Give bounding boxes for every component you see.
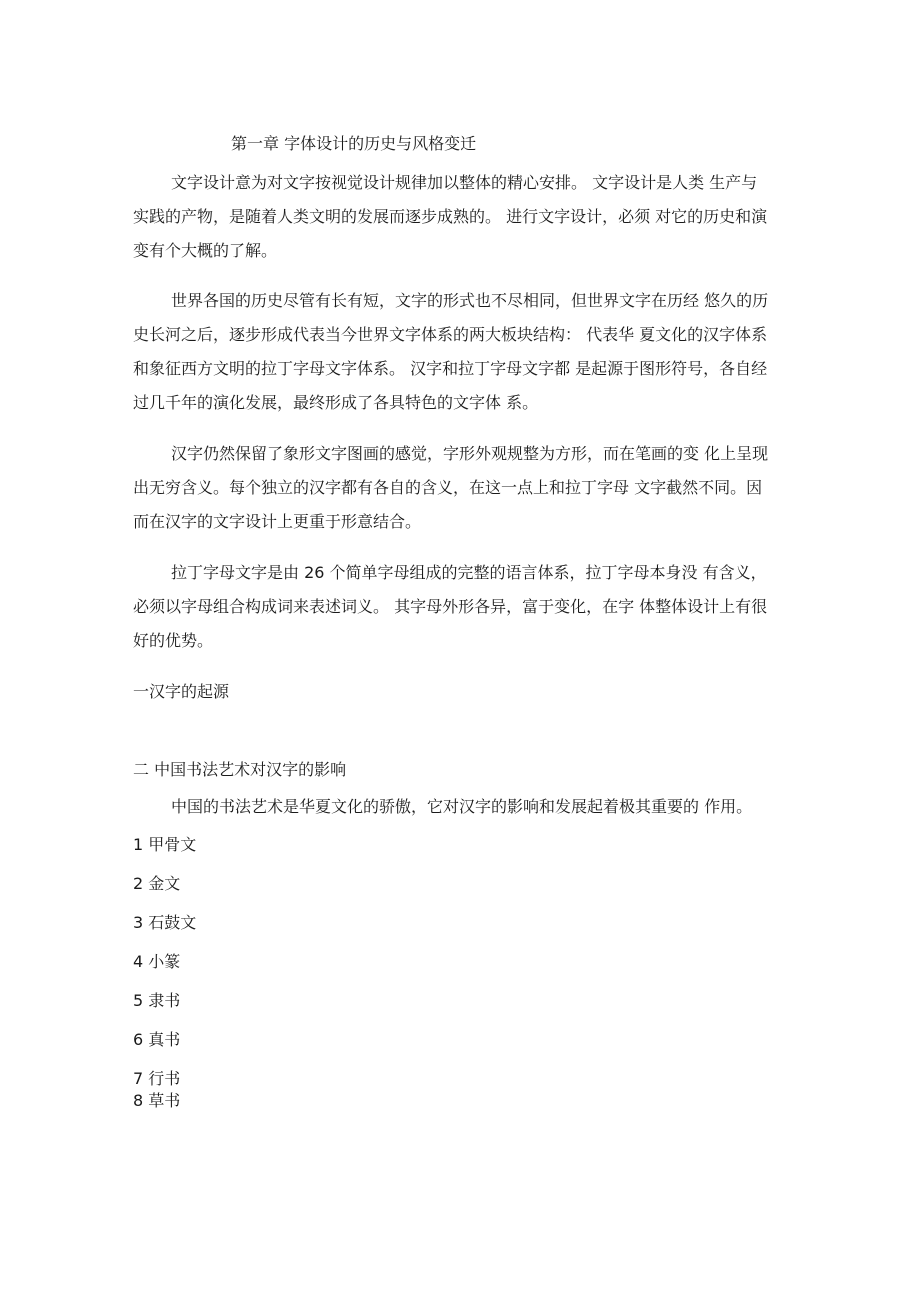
script-style-list	[133, 834, 196, 1129]
paragraph-3	[133, 437, 789, 539]
list-item: 7 行书	[133, 1069, 181, 1088]
paragraph-line: 必须以字母组合构成词来表述词义。 其字母外形各异，富于变化，在字 体整体设计上有很	[133, 597, 768, 616]
list-item: 6 真书	[133, 1030, 181, 1049]
paragraph-calligraphy	[133, 790, 789, 824]
paragraph-line: 实践的产物，是随着人类文明的发展而逐步成熟的。 进行文字设计，必须 对它的历史和演	[133, 207, 768, 226]
section-heading-origin: 一汉字的起源	[133, 682, 230, 701]
paragraph-2	[133, 284, 789, 420]
paragraph-line: 汉字仍然保留了象形文字图画的感觉，字形外观规整为方形，而在笔画的变 化上呈现	[171, 444, 769, 463]
list-item: 8 草书	[133, 1091, 181, 1110]
list-item: 4 小篆	[133, 952, 181, 971]
paragraph-line: 好的优势。	[133, 631, 214, 650]
paragraph-line: 史长河之后，逐步形成代表当今世界文字体系的两大板块结构： 代表华 夏文化的汉字体系	[133, 325, 768, 344]
paragraph-line: 出无穷含义。每个独立的汉字都有各自的含义，在这一点上和拉丁字母 文字截然不同。因	[133, 478, 763, 497]
paragraph-line: 过几千年的演化发展，最终形成了各具特色的文字体 系。	[133, 393, 539, 412]
section-heading-calligraphy: 二 中国书法艺术对汉字的影响	[133, 760, 347, 779]
paragraph-line: 变有个大概的了解。	[133, 241, 278, 260]
paragraph-line: 世界各国的历史尽管有长有短，文字的形式也不尽相同，但世界文字在历经 悠久的历	[171, 291, 769, 310]
chapter-title: 第一章 字体设计的历史与风格变迁	[231, 134, 477, 153]
list-item: 3 石鼓文	[133, 913, 197, 932]
paragraph-line: 和象征西方文明的拉丁字母文字体系。 汉字和拉丁字母文字都 是起源于图形符号，各自经	[133, 359, 768, 378]
list-item: 1 甲骨文	[133, 835, 197, 854]
list-item: 5 隶书	[133, 991, 181, 1010]
paragraph-line: 拉丁字母文字是由 26 个简单字母组成的完整的语言体系，拉丁字母本身没 有含义，	[171, 563, 767, 582]
paragraph-line: 而在汉字的文字设计上更重于形意结合。	[133, 512, 422, 531]
list-item: 2 金文	[133, 874, 181, 893]
paragraph-line: 中国的书法艺术是华夏文化的骄傲，它对汉字的影响和发展起着极其重要的 作用。	[171, 797, 753, 816]
paragraph-4	[133, 556, 789, 658]
paragraph-line: 文字设计意为对文字按视觉设计规律加以整体的精心安排。 文字设计是人类 生产与	[171, 173, 758, 192]
paragraph-1	[133, 166, 789, 268]
